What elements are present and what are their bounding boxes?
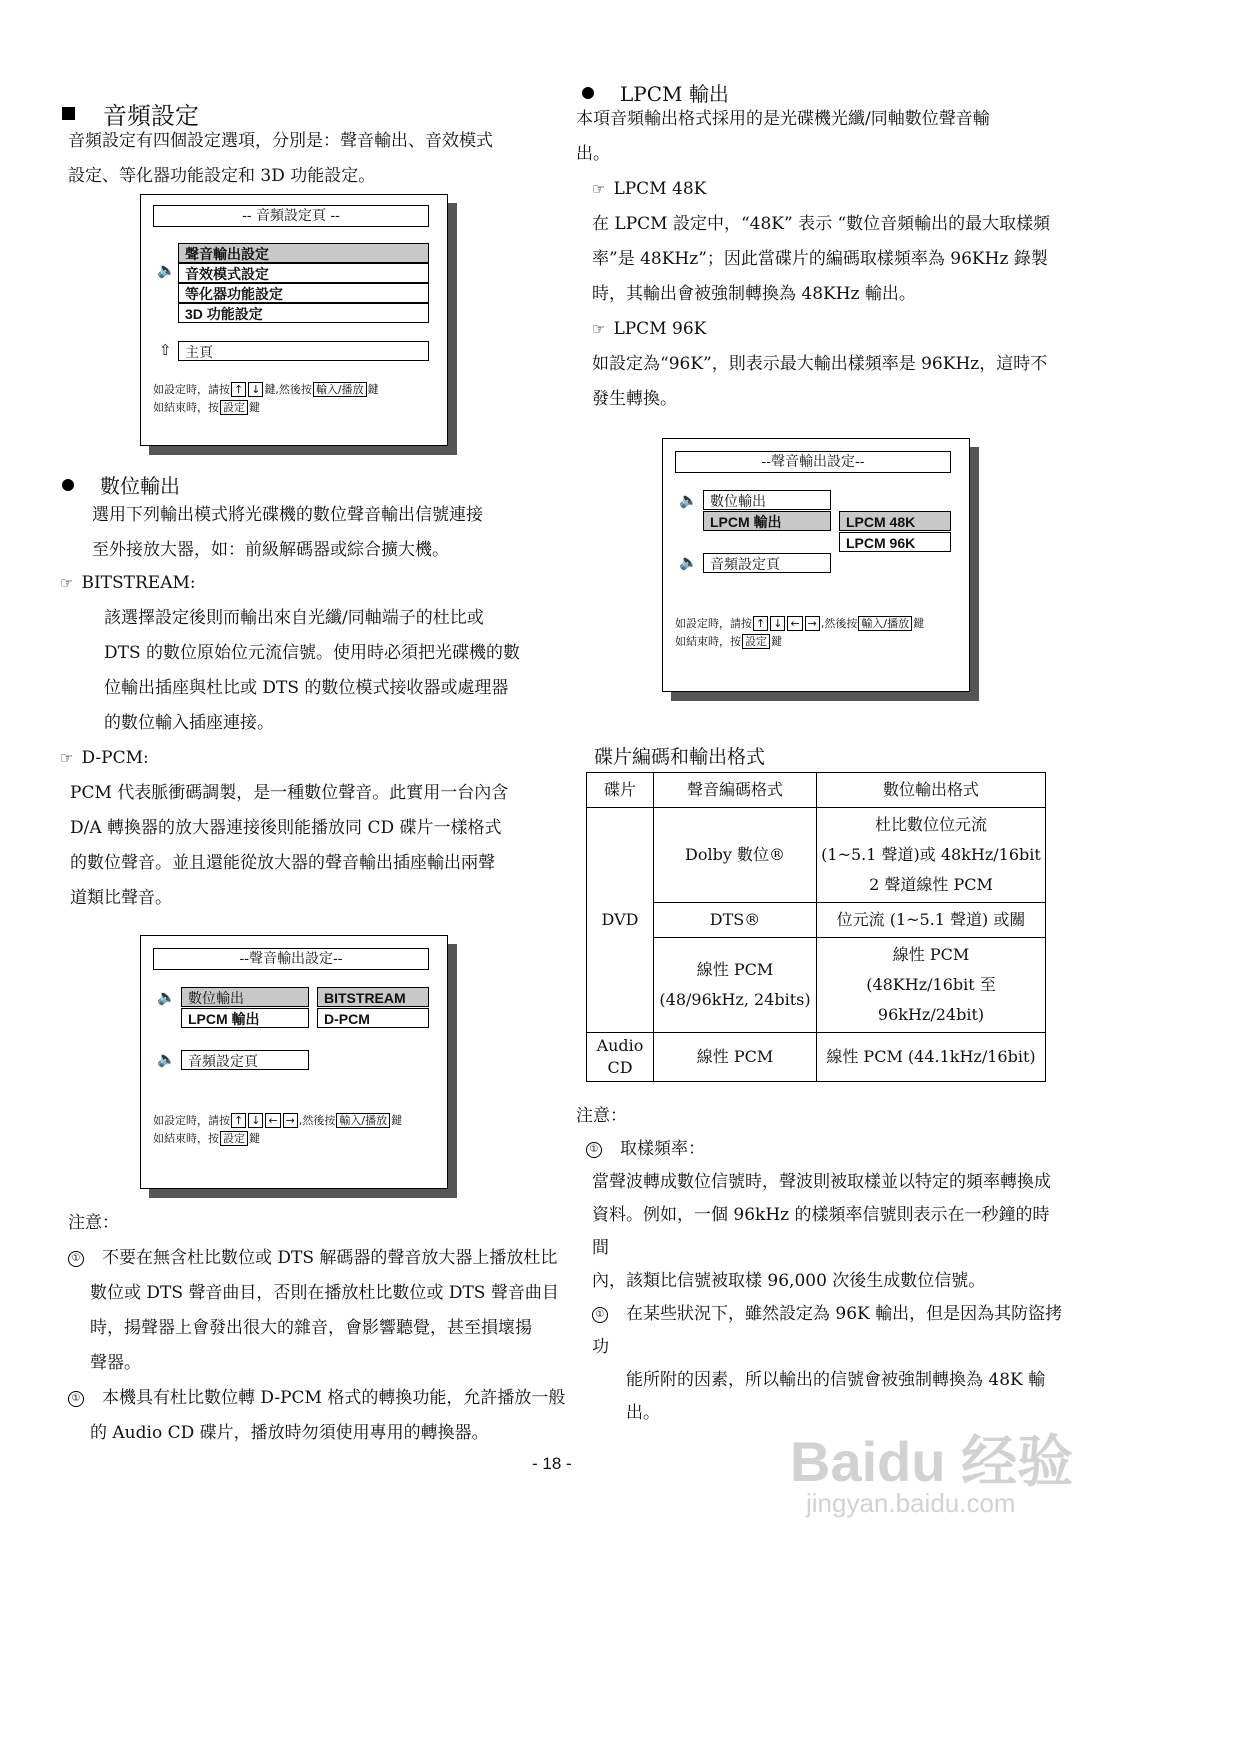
table-cell: 線性 PCM (48/96kHz, 24bits) xyxy=(654,938,817,1033)
option-dpcm[interactable]: D-PCM xyxy=(317,1008,429,1028)
right-key-icon: → xyxy=(283,1113,298,1128)
table-cell: DTS® xyxy=(654,903,817,938)
bitstream-section: ☞ BITSTREAM: 該選擇設定後則而輸出來自光纖/同軸端子的杜比或 DTS 的數位原始位元流信號。使用時必須把光碟機的數 位輸出插座與杜比或 DTS 的數位模式接收器或處理器 的數位輸入插座連接。 ☞ D-PCM: PCM 代表脈衝碼調製，是一種數位聲音。此實用一台內含 D/A 轉換器的放大器連接後則能播放同 CD 碟片一樣格式 的數位聲音。並且還能從放大器的聲音輸出插座輸出兩聲 道類比聲音。 xyxy=(60,573,521,908)
audio-output-menu-lpcm xyxy=(662,438,970,692)
intro-line: 設定、等化器功能設定和 3D 功能設定。 xyxy=(68,166,376,186)
pointing-hand-icon: ☞ xyxy=(592,320,606,338)
left-notes: 注意： ① 不要在無含杜比數位或 DTS 解碼器的聲音放大器上播放杜比 數位或 DTS 聲音曲目，否則在播放杜比數位或 DTS 聲音曲目 時，揚聲器上會發出很大的雜音，會影響聽覺，甚至損壞揚 聲器。 ① 本機具有杜比數位轉 D-PCM 格式的轉換功能，允許播放一般 的 Audio CD 碟片，播放時勿須使用專用的轉換器。 xyxy=(68,1206,568,1451)
format-table xyxy=(586,772,1046,1082)
menu-item-lpcm-output[interactable]: LPCM 輸出 xyxy=(703,511,831,531)
enter-key: 輸入/播放 xyxy=(336,1113,390,1128)
digital-body: 選用下列輸出模式將光碟機的數位聲音輸出信號連接 至外接放大器，如：前級解碼器或綜合擴大機。 xyxy=(92,505,483,560)
menu-hint: 如設定時，請按 ↑ ↓ ← → ,然後按 輸入/播放 鍵 如結束時，按 設定 鍵 xyxy=(153,1114,403,1145)
digital-heading xyxy=(62,470,180,499)
down-key-icon: ↓ xyxy=(248,382,263,397)
table-header: 聲音編碼格式 xyxy=(654,773,817,808)
round-bullet-icon xyxy=(582,87,594,99)
table-cell: 線性 PCM (48KHz/16bit 至 96kHz/24bit) xyxy=(817,938,1046,1033)
lpcm-title: LPCM 輸出 xyxy=(620,82,729,106)
down-key-icon: ↓ xyxy=(248,1113,263,1128)
lpcm48-label: LPCM 48K xyxy=(613,179,707,199)
menu-title: --聲音輸出設定-- xyxy=(675,451,951,473)
note-title: 注意： xyxy=(576,1106,627,1126)
note-title: 注意： xyxy=(68,1213,119,1233)
speaker-icon: 🔈 xyxy=(157,1050,176,1068)
table-cell: 杜比數位位元流 (1~5.1 聲道)或 48kHz/16bit 2 聲道線性 PCM xyxy=(817,808,1046,903)
numbered-note-icon: ① xyxy=(592,1307,608,1323)
bitstream-label: BITSTREAM: xyxy=(81,573,196,593)
setup-key: 設定 xyxy=(220,1131,248,1146)
speaker-icon: 🔈 xyxy=(157,261,176,279)
menu-item-effect-mode[interactable]: 音效模式設定 xyxy=(178,263,429,283)
numbered-note-icon: ① xyxy=(68,1391,84,1407)
enter-key: 輸入/播放 xyxy=(858,616,912,631)
setup-key: 設定 xyxy=(742,634,770,649)
menu-item-digital-output[interactable]: 數位輸出 xyxy=(181,987,309,1007)
disc-audio-cd: Audio CD xyxy=(587,1033,654,1082)
pointing-hand-icon: ☞ xyxy=(60,749,74,767)
right-key-icon: → xyxy=(805,616,820,631)
table-cell: Dolby 數位® xyxy=(654,808,817,903)
numbered-note-icon: ① xyxy=(586,1142,602,1158)
menu-item-main[interactable]: 主頁 xyxy=(178,341,429,361)
intro-line: 音頻設定有四個設定選項，分別是：聲音輸出、音效模式 xyxy=(68,131,493,151)
menu-hint: 如設定時，請按 ↑ ↓ 鍵,然後按 輸入/播放 鍵 如結束時，按 設定 鍵 xyxy=(153,383,379,414)
table-cell: 線性 PCM xyxy=(654,1033,817,1082)
square-bullet-icon xyxy=(62,107,75,120)
menu-item-back-audio-setup[interactable]: 音頻設定頁 xyxy=(181,1050,309,1070)
option-bitstream[interactable]: BITSTREAM xyxy=(317,987,429,1007)
watermark-logo: Baidu 经验 xyxy=(790,1430,1074,1493)
pointing-hand-icon: ☞ xyxy=(592,180,606,198)
menu-hint: 如設定時，請按 ↑ ↓ ← → ,然後按 輸入/播放 鍵 如結束時，按 設定 鍵 xyxy=(675,617,925,648)
audio-setup-menu xyxy=(140,194,448,446)
table-header: 數位輸出格式 xyxy=(817,773,1046,808)
menu-item-audio-output[interactable]: 聲音輸出設定 xyxy=(178,243,429,263)
lpcm96-label: LPCM 96K xyxy=(613,319,707,339)
speaker-icon: 🔈 xyxy=(679,553,698,571)
table-cell: 位元流 (1~5.1 聲道) 或關 xyxy=(817,903,1046,938)
menu-item-3d[interactable]: 3D 功能設定 xyxy=(178,303,429,323)
option-lpcm-96k[interactable]: LPCM 96K xyxy=(839,532,951,552)
lpcm-section: 本項音頻輸出格式採用的是光碟機光纖/同軸數位聲音輸 出。 ☞ LPCM 48K 在 LPCM 設定中，“48K” 表示 “數位音頻輸出的最大取樣頻 率”是 48KHz”；因此當碟片的編碼取樣頻率為 96KHz 錄製 時，其輸出會被強制轉換為 48KHz 輸出。 ☞ LPCM 96K 如設定為“96K”，則表示最大輸出樣頻率是 96KHz，這時不 發生轉換。 xyxy=(576,109,1051,409)
down-key-icon: ↓ xyxy=(770,616,785,631)
dpcm-label: D-PCM: xyxy=(81,748,149,768)
audio-intro xyxy=(68,124,548,194)
audio-output-menu-bitstream xyxy=(140,935,448,1189)
enter-key: 輸入/播放 xyxy=(313,382,367,397)
numbered-note-icon: ① xyxy=(68,1251,84,1267)
up-key-icon: ↑ xyxy=(231,382,246,397)
up-key-icon: ↑ xyxy=(753,616,768,631)
menu-item-equalizer[interactable]: 等化器功能設定 xyxy=(178,283,429,303)
page-number: - 18 - xyxy=(532,1454,572,1473)
table-title: 碟片編碼和輸出格式 xyxy=(594,746,766,768)
speaker-icon: 🔈 xyxy=(679,491,698,509)
home-arrow-icon: ⇧ xyxy=(159,341,172,359)
menu-title: --聲音輸出設定-- xyxy=(153,948,429,970)
menu-item-lpcm-output[interactable]: LPCM 輸出 xyxy=(181,1008,309,1028)
disc-dvd: DVD xyxy=(587,808,654,1033)
left-key-icon: ← xyxy=(265,1113,280,1128)
pointing-hand-icon: ☞ xyxy=(60,574,74,592)
table-cell: 線性 PCM (44.1kHz/16bit) xyxy=(817,1033,1046,1082)
up-key-icon: ↑ xyxy=(231,1113,246,1128)
setup-key: 設定 xyxy=(220,400,248,415)
menu-item-back-audio-setup[interactable]: 音頻設定頁 xyxy=(703,553,831,573)
digital-title: 數位輸出 xyxy=(100,474,180,498)
table-header: 碟片 xyxy=(587,773,654,808)
menu-title: -- 音頻設定頁 -- xyxy=(153,205,429,227)
speaker-icon: 🔈 xyxy=(157,988,176,1006)
menu-item-digital-output[interactable]: 數位輸出 xyxy=(703,490,831,510)
watermark-url: jingyan.baidu.com xyxy=(806,1488,1016,1518)
left-key-icon: ← xyxy=(787,616,802,631)
section-title: 音頻設定 xyxy=(103,102,199,130)
option-lpcm-48k[interactable]: LPCM 48K xyxy=(839,511,951,531)
round-bullet-icon xyxy=(62,479,74,491)
right-notes: 注意： ① 取樣頻率： 當聲波轉成數位信號時，聲波則被取樣並以特定的頻率轉換成 資料。例如，一個 96kHz 的樣頻率信號則表示在一秒鐘的時間 內，該類比信號被取樣 96,000 次後生成數位信號。 ① 在某些狀況下，雖然設定為 96K 輸出，但是因為其防盜拷功 能所附的因素，所以輸出的信號會被強制轉換為 48K 輸出。 xyxy=(576,1100,1066,1430)
